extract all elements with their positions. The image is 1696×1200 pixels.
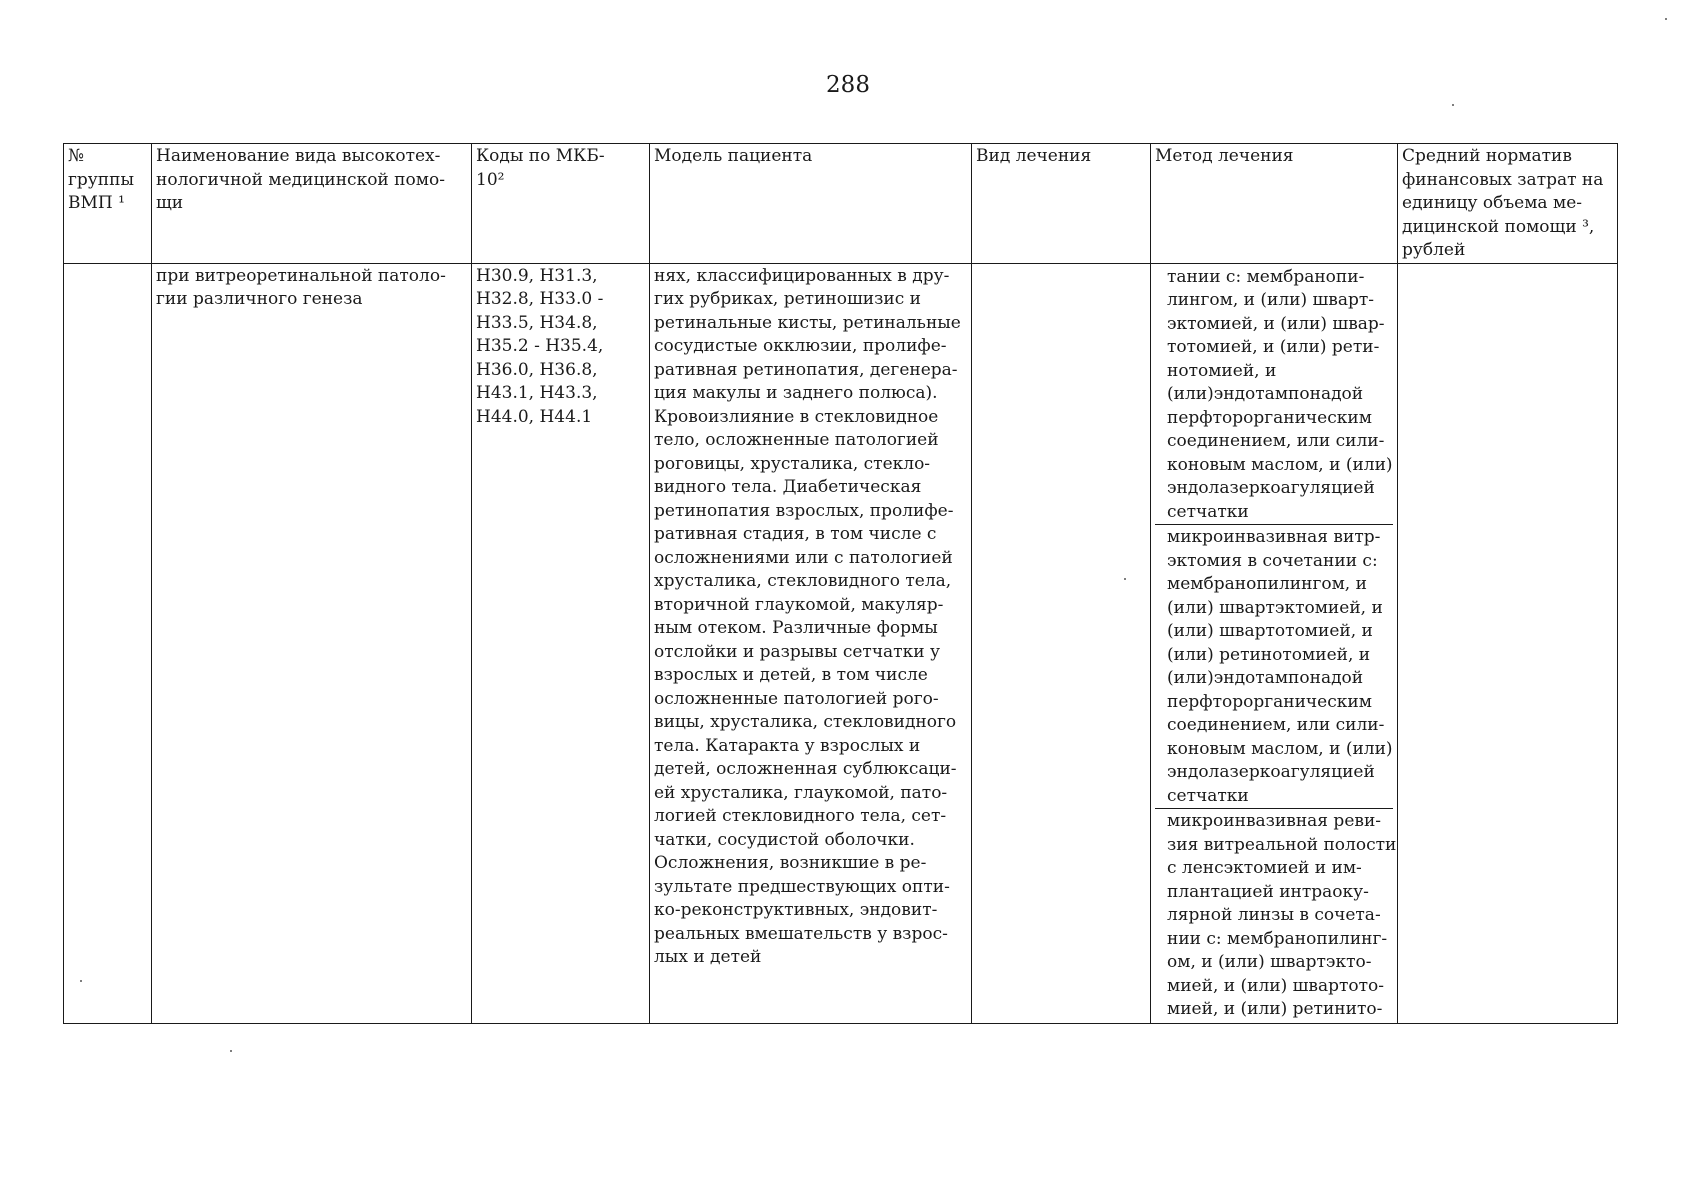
text-line: видного тела. Диабетическая (654, 477, 922, 497)
text-line: Наименование вида высокотех- (156, 146, 441, 166)
text-line: ом, и (или) швартэкто- (1167, 952, 1372, 972)
text-line: осложненные патологией рого- (654, 688, 939, 709)
text-line: нии с: мембранопилинг- (1167, 928, 1388, 949)
text-line: ным отеком. Различные формы (654, 618, 938, 638)
text-line: зультате предшествующих опти- (654, 876, 950, 897)
text-line: тании с: мембранопи- (1167, 266, 1365, 287)
text-line: лингом, и (или) шварт- (1167, 290, 1375, 310)
text-line: логией стекловидного тела, сет- (654, 806, 947, 826)
text-line: ей хрусталика, глаукомой, пато- (654, 782, 948, 803)
text-line: ретинопатия взрослых, пролифе- (654, 500, 954, 521)
text-line: тело, осложненные патологией (654, 430, 939, 450)
scan-speck (1124, 578, 1126, 580)
method-block (1155, 809, 1397, 1022)
text-line: Кровоизлияние в стекловидное (654, 406, 939, 427)
text-line: перфторорганическим (1167, 691, 1372, 712)
header-treatment-method (1151, 144, 1398, 264)
text-line: эндолазеркоагуляцией (1167, 762, 1375, 782)
scan-speck (230, 1050, 232, 1052)
text-line: эктомия в сочетании с: (1167, 550, 1378, 571)
text-line: 10² (476, 169, 505, 190)
header-icd-codes (472, 144, 650, 264)
text-line: при витреоретинальной патоло- (156, 265, 446, 286)
text-line: Вид лечения (976, 146, 1092, 166)
cell-treatment-method (1151, 263, 1398, 1023)
text-line: отслойки и разрывы сетчатки у (654, 641, 940, 662)
method-block (1155, 525, 1393, 809)
text-line: хрусталика, стекловидного тела, (654, 571, 952, 591)
table-header-row (64, 144, 1618, 264)
text-line: (или)эндотампонадой (1167, 668, 1364, 688)
text-line: щи (156, 193, 184, 213)
text-line: ративная стадия, в том числе с (654, 524, 937, 544)
text-line: эндолазеркоагуляцией (1167, 478, 1375, 498)
header-patient-model (650, 144, 972, 264)
text-line: сосудистые окклюзии, пролифе- (654, 336, 947, 356)
text-line: вторичной глаукомой, макуляр- (654, 594, 944, 615)
text-line: микроинвазивная витр- (1167, 527, 1381, 547)
text-line: гии различного генеза (156, 289, 363, 309)
text-line: плантацией интраоку- (1167, 881, 1369, 902)
cell-vmp-name (152, 263, 472, 1023)
text-line: мией, и (или) ретинито- (1167, 999, 1383, 1019)
header-vmp-name (152, 144, 472, 264)
text-line: сетчатки (1167, 785, 1249, 806)
text-line: нях, классифицированных в дру- (654, 265, 950, 286)
text-line: № (68, 146, 85, 166)
cell-icd-codes (472, 263, 650, 1023)
text-line: H35.2 - H35.4, (476, 336, 604, 356)
text-line: с ленсэктомией и им- (1167, 858, 1362, 878)
text-line: H36.0, H36.8, (476, 359, 598, 380)
text-line: ративная ретинопатия, дегенера- (654, 359, 958, 380)
text-line: реальных вмешательств у взрос- (654, 923, 948, 944)
text-line: ретинальные кисты, ретинальные (654, 312, 961, 333)
header-treatment-type (972, 144, 1151, 264)
cell-patient-model (650, 263, 972, 1023)
method-block (1155, 265, 1393, 526)
text-line: зия витреальной полости (1167, 834, 1397, 855)
text-line: нотомией, и (1167, 360, 1277, 381)
text-line: микроинвазивная реви- (1167, 811, 1382, 831)
text-line: соединением, или сили- (1167, 715, 1385, 735)
scan-speck (1452, 104, 1454, 106)
text-line: коновым маслом, и (или) (1167, 454, 1393, 475)
text-line: соединением, или сили- (1167, 431, 1385, 451)
text-line: Коды по МКБ- (476, 146, 605, 166)
text-line: коновым маслом, и (или) (1167, 738, 1393, 759)
text-line: Модель пациента (654, 146, 813, 166)
text-line: чатки, сосудистой оболочки. (654, 829, 915, 850)
text-line: Метод лечения (1155, 146, 1294, 166)
text-line: H32.8, H33.0 - (476, 289, 604, 309)
text-line: роговицы, хрусталика, стекло- (654, 453, 931, 474)
text-line: тела. Катаракта у взрослых и (654, 735, 921, 756)
text-line: вицы, хрусталика, стекловидного (654, 712, 957, 732)
text-line: финансовых затрат на (1402, 169, 1604, 190)
text-line: H30.9, H31.3, (476, 265, 598, 286)
text-line: нологичной медицинской помо- (156, 169, 445, 190)
text-line: лярной линзы в сочета- (1167, 905, 1381, 925)
table-row (64, 263, 1618, 1023)
text-line: ко-реконструктивных, эндовит- (654, 900, 938, 920)
text-line: H43.1, H43.3, (476, 383, 598, 403)
cell-treatment-type (972, 263, 1151, 1023)
text-line: мией, и (или) швартото- (1167, 975, 1385, 996)
text-line: ВМП ¹ (68, 193, 125, 213)
scan-speck (1665, 18, 1667, 20)
text-line: (или) ретинотомией, и (1167, 644, 1371, 665)
text-line: рублей (1402, 240, 1466, 260)
text-line: Осложнения, возникшие в ре- (654, 853, 927, 873)
scan-speck (80, 980, 82, 982)
text-line: осложнениями или с патологией (654, 547, 953, 568)
text-line: H33.5, H34.8, (476, 312, 598, 333)
header-group-number (64, 144, 152, 264)
text-line: сетчатки (1167, 501, 1249, 522)
text-line: группы (68, 169, 134, 190)
text-line: детей, осложненная сублюксаци- (654, 759, 957, 779)
text-line: эктомией, и (или) швар- (1167, 313, 1385, 334)
text-line: H44.0, H44.1 (476, 406, 593, 427)
text-line: ция макулы и заднего полюса). (654, 383, 938, 403)
vmp-table (63, 143, 1618, 1024)
text-line: дицинской помощи ³, (1402, 216, 1595, 237)
cell-average-cost (1398, 263, 1618, 1023)
text-line: перфторорганическим (1167, 407, 1372, 428)
page-number: 288 (826, 72, 870, 98)
header-average-cost (1398, 144, 1618, 264)
text-line: (или)эндотампонадой (1167, 384, 1364, 404)
text-line: гих рубриках, ретиношизис и (654, 289, 921, 309)
text-line: (или) швартэктомией, и (1167, 597, 1383, 618)
text-line: единицу объема ме- (1402, 193, 1582, 213)
text-line: взрослых и детей, в том числе (654, 665, 928, 685)
text-line: тотомией, и (или) рети- (1167, 337, 1380, 357)
cell-group-number (64, 263, 152, 1023)
text-line: мембранопилингом, и (1167, 574, 1367, 594)
text-line: лых и детей (654, 947, 762, 967)
text-line: (или) швартотомией, и (1167, 621, 1373, 641)
text-line: Средний норматив (1402, 146, 1572, 166)
